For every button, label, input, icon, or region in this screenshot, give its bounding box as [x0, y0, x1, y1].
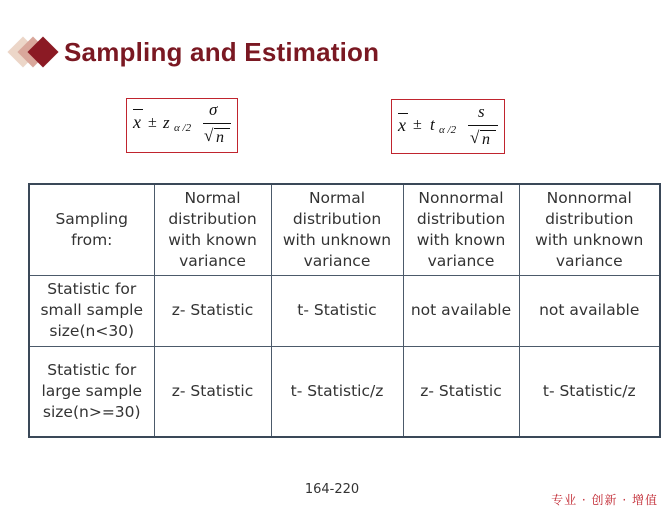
table-row — [29, 275, 660, 346]
header-line: Normal — [308, 188, 366, 207]
header-line: variance — [179, 251, 246, 270]
row-label-line: size(n<30) — [49, 322, 135, 340]
table-cell: not available — [519, 275, 660, 346]
page-number: 164-220 — [304, 482, 360, 497]
row-label-line: Statistic for — [47, 360, 137, 379]
row-label-line: Statistic for — [47, 280, 137, 298]
header-cell-sampling-from — [29, 184, 154, 275]
header-cell-normal-unknown — [271, 184, 403, 275]
table-row — [29, 346, 660, 437]
formula-plusminus: ± — [148, 114, 157, 131]
table-cell: not available — [403, 275, 519, 346]
row-label-large-sample — [29, 346, 154, 437]
sampling-table — [28, 183, 661, 438]
fraction-bar — [468, 125, 498, 126]
slide-title: Sampling and Estimation — [64, 36, 380, 67]
table-cell: z- Statistic — [154, 275, 271, 346]
table-cell: t- Statistic/z — [271, 346, 403, 437]
sqrt-icon: √ — [470, 128, 480, 147]
formula-plusminus: ± — [413, 116, 422, 133]
title-diamond-icon — [8, 32, 58, 72]
header-cell-normal-known — [154, 184, 271, 275]
header-line: variance — [427, 251, 495, 270]
row-label-line: large sample — [41, 381, 143, 400]
xbar-overline — [398, 113, 408, 114]
header-line: distribution — [168, 209, 257, 228]
formula-subscript: α /2 — [174, 122, 192, 134]
formula-z-interval — [126, 98, 238, 153]
row-label-small-sample — [29, 275, 154, 346]
table-cell: z- Statistic — [154, 346, 271, 437]
formula-t: t — [430, 115, 435, 134]
header-cell-nonnormal-unknown — [519, 184, 660, 275]
header-line: with unknown — [282, 230, 392, 249]
header-line: with known — [416, 230, 506, 249]
xbar-overline — [133, 109, 143, 110]
table-cell: t- Statistic — [271, 275, 403, 346]
row-label-line: small sample — [40, 301, 144, 319]
header-line: Nonnormal — [418, 188, 504, 207]
table-cell: z- Statistic — [403, 346, 519, 437]
formula-numerator: σ — [209, 100, 218, 119]
header-line: with known — [168, 230, 257, 249]
header-line: from: — [71, 230, 113, 249]
header-line: variance — [555, 251, 623, 270]
header-line: with unknown — [535, 230, 644, 249]
formula-denominator: n — [482, 131, 490, 148]
footer-slogan: 专业 · 创新 · 增值 — [551, 493, 658, 507]
header-line: Sampling — [55, 209, 129, 228]
formula-subscript: α /2 — [439, 124, 457, 136]
formula-t-interval — [391, 99, 505, 154]
row-label-line: size(n>=30) — [42, 402, 141, 421]
fraction-bar — [203, 123, 231, 124]
header-line: Nonnormal — [546, 188, 632, 207]
sqrt-icon: √ — [204, 126, 214, 145]
header-line: Normal — [184, 188, 241, 207]
header-cell-nonnormal-known — [403, 184, 519, 275]
formula-z: z — [163, 113, 170, 132]
table-cell: t- Statistic/z — [519, 346, 660, 437]
formula-x: x — [133, 112, 141, 132]
formula-numerator: s — [478, 102, 485, 121]
formula-denominator: n — [216, 129, 224, 146]
header-line: distribution — [416, 209, 506, 228]
header-line: distribution — [545, 209, 634, 228]
table-header-row — [29, 184, 660, 275]
header-line: variance — [303, 251, 371, 270]
formula-x: x — [398, 115, 406, 135]
header-line: distribution — [292, 209, 382, 228]
slide-title-row — [8, 30, 379, 74]
